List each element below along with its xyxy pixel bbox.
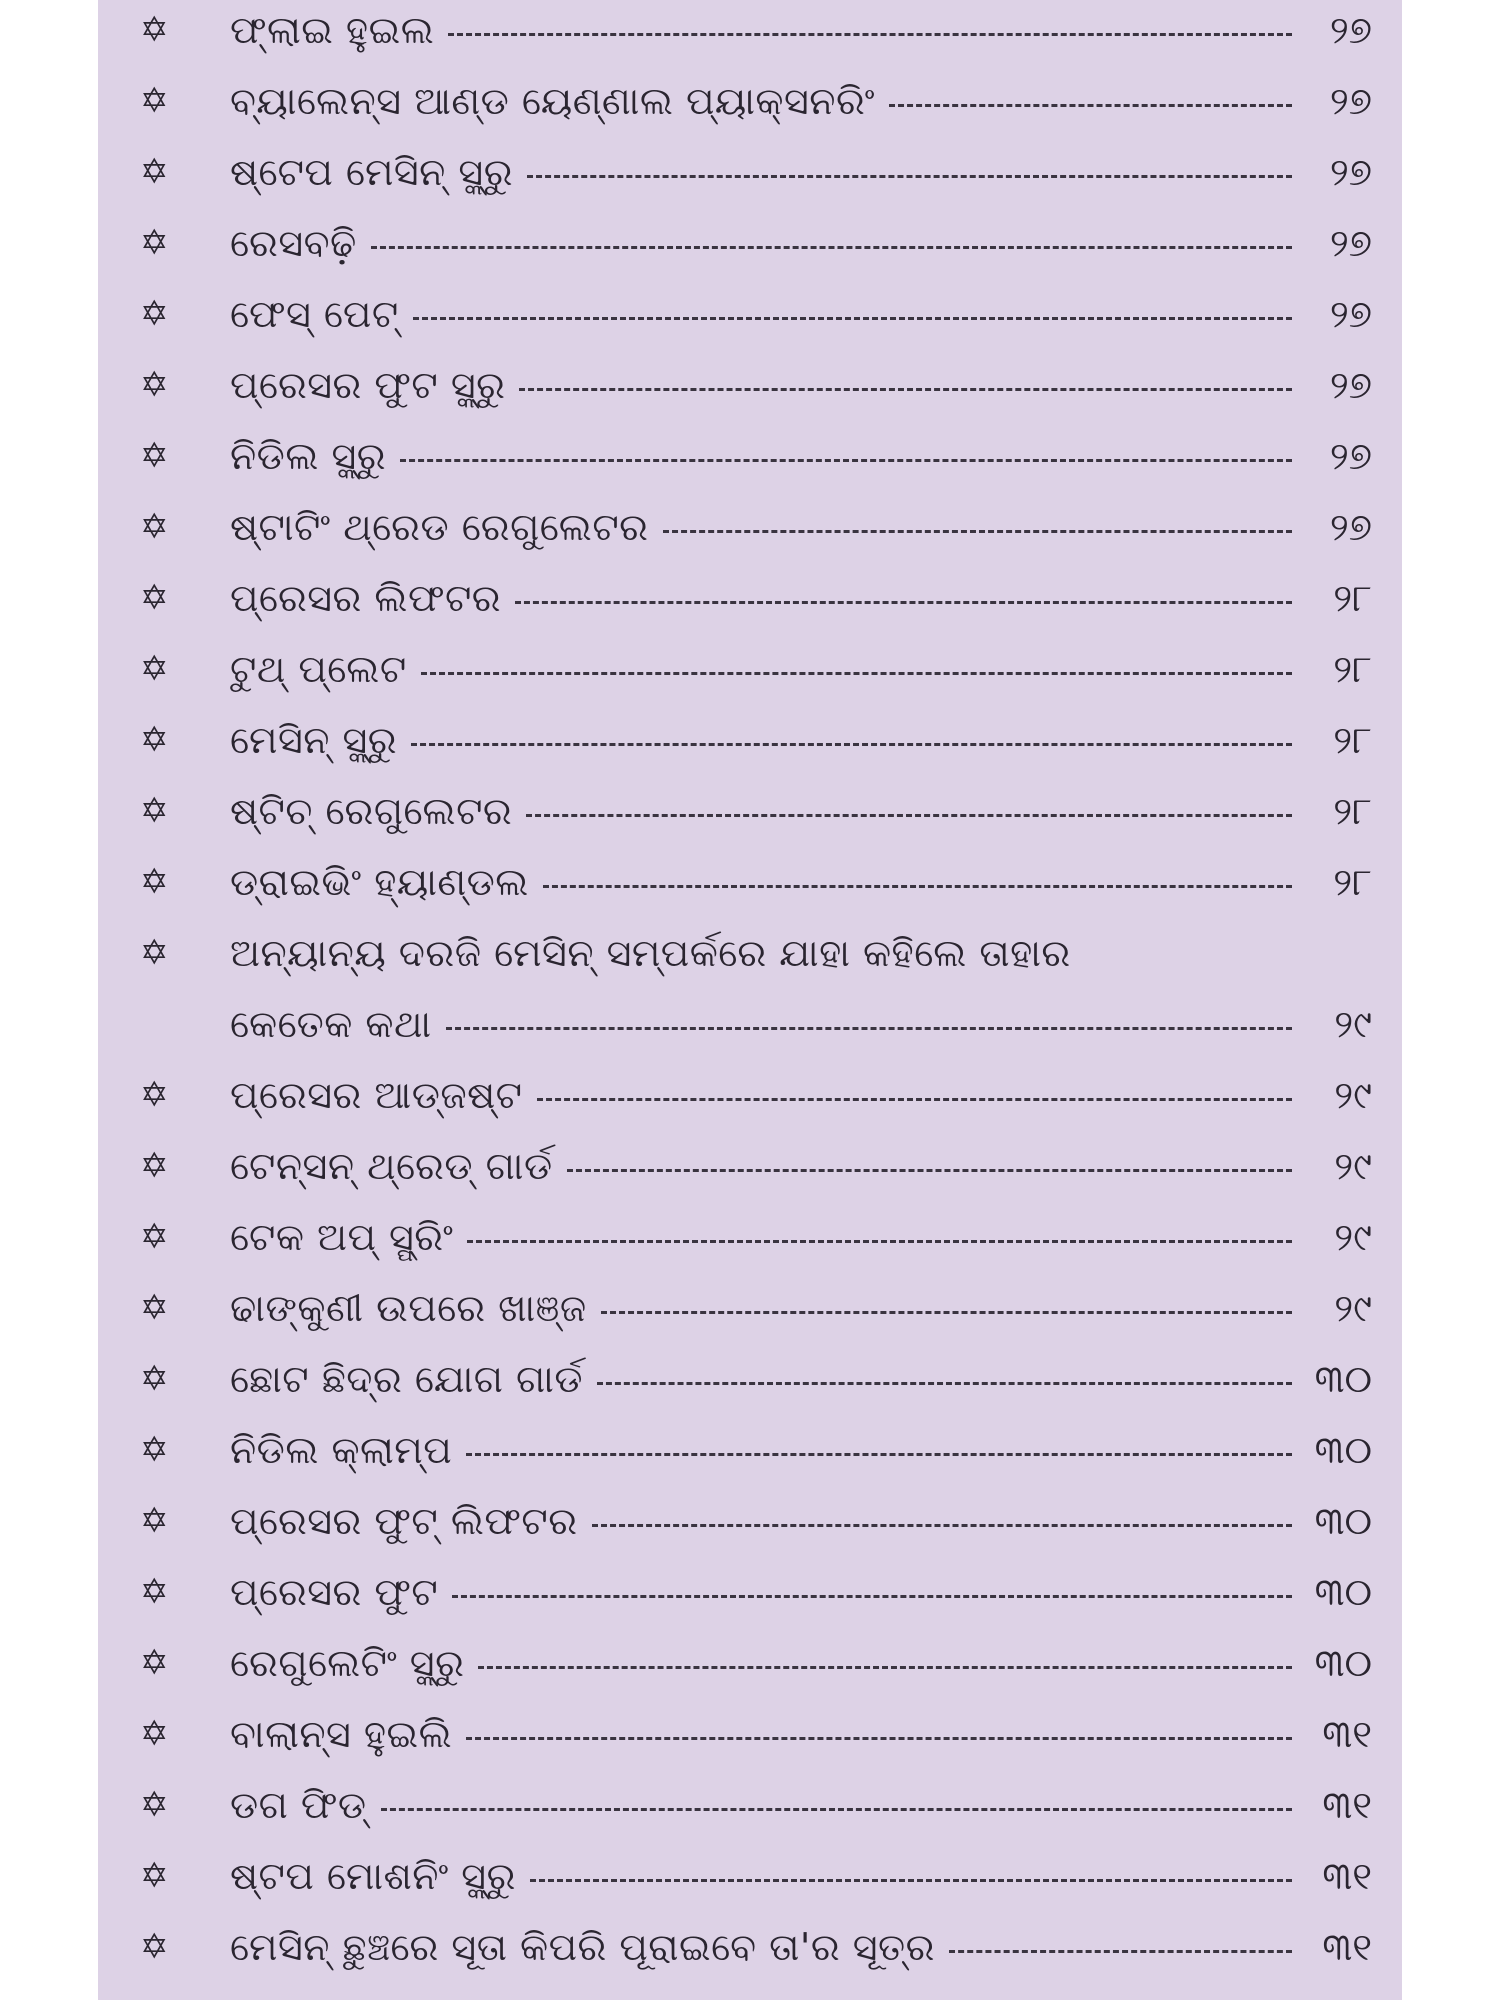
toc-leader-dashes	[446, 1027, 1292, 1030]
star-bullet-icon: ✡	[140, 1288, 169, 1328]
toc-leader-dashes	[597, 1382, 1292, 1385]
toc-entry-page-number: ୨୭	[1329, 79, 1372, 123]
star-bullet-icon: ✡	[140, 1359, 169, 1399]
toc-entry	[98, 1065, 1402, 1125]
star-bullet-icon: ✡	[140, 578, 169, 618]
star-bullet-icon: ✡	[140, 1785, 169, 1825]
toc-leader-dashes	[452, 1595, 1292, 1598]
toc-entry-title: ପ୍ରେସର ଫୁଟ୍ ଲିଫଟର	[230, 1499, 578, 1543]
toc-entry-page-number: ୨୯	[1334, 1073, 1372, 1117]
toc-entry	[98, 1207, 1402, 1267]
toc-entry-title: ଅନ୍ୟାନ୍ୟ ଦରଜି ମେସିନ୍ ସମ୍ପର୍କରେ ଯାହା କହିଲେ ତାହାର	[230, 931, 1071, 975]
toc-entry-page-number: ୩୦	[1314, 1357, 1372, 1401]
toc-leader-dashes	[466, 1737, 1292, 1740]
toc-entry-page-number: ୨୭	[1329, 505, 1372, 549]
star-bullet-icon: ✡	[140, 1643, 169, 1683]
toc-entry-title: ପ୍ରେସର ଫୁଟ ସ୍କ୍ରୁ	[230, 363, 506, 407]
toc-leader-dashes	[411, 743, 1292, 746]
star-bullet-icon: ✡	[140, 1572, 169, 1612]
toc-entry-title: ନିଡିଲ ସ୍କ୍ରୁ	[230, 434, 387, 478]
toc-entry-page-number: ୨୭	[1329, 363, 1372, 407]
toc-entry-line	[230, 290, 1372, 338]
toc-entry	[98, 781, 1402, 841]
toc-entry-title: ଫେସ୍ ପେଟ୍	[230, 292, 399, 336]
toc-entry-line	[230, 1071, 1372, 1119]
toc-entry	[98, 1278, 1402, 1338]
toc-leader-dashes	[567, 1169, 1292, 1172]
toc-entry-title: କେତେକ କଥା	[230, 1002, 432, 1046]
toc-entry-page-number: ୨୭	[1329, 150, 1372, 194]
toc-leader-dashes	[413, 317, 1292, 320]
toc-leader-dashes	[543, 885, 1292, 888]
toc-leader-dashes	[467, 1240, 1292, 1243]
toc-entry-page-number: ୨୯	[1334, 1286, 1372, 1330]
toc-entry-title: ପ୍ରେସର ଫୁଟ	[230, 1570, 439, 1614]
toc-entry	[98, 1491, 1402, 1551]
toc-entry-title: ଟେକ ଅପ୍ ସ୍ପ୍ରିଂ	[230, 1215, 454, 1259]
toc-leader-dashes	[537, 1098, 1292, 1101]
toc-entry-page-number: ୨୯	[1334, 1215, 1372, 1259]
toc-entry-title: ରେଗୁଲେଟିଂ ସ୍କ୍ରୁ	[230, 1641, 465, 1685]
toc-entry-line	[230, 6, 1372, 54]
toc-entry-title: ବାଲାନ୍‌ସ ହୁଇଲି	[230, 1712, 453, 1756]
toc-entry	[98, 1775, 1402, 1835]
toc-entry-line	[230, 1142, 1372, 1190]
toc-entry-line	[230, 858, 1372, 906]
toc-entry-line	[230, 1639, 1372, 1687]
toc-entry-title: ମେସିନ୍ ସ୍କ୍ରୁ	[230, 718, 398, 762]
toc-entry-line	[230, 361, 1372, 409]
toc-entry-title: ଟେନ୍‌ସନ୍ ଥ୍ରେଡ୍ ଗାର୍ଡ	[230, 1144, 553, 1188]
star-bullet-icon: ✡	[140, 81, 169, 121]
toc-entry-line	[230, 787, 1372, 835]
toc-leader-dashes	[592, 1524, 1293, 1527]
star-bullet-icon: ✡	[140, 223, 169, 263]
toc-entry-line	[230, 148, 1372, 196]
toc-entry	[98, 1917, 1402, 1977]
toc-entry	[98, 994, 1402, 1054]
toc-entry-line	[230, 219, 1372, 267]
toc-entry-line	[230, 716, 1372, 764]
toc-entry	[98, 1846, 1402, 1906]
toc-leader-dashes	[601, 1311, 1292, 1314]
star-bullet-icon: ✡	[140, 1927, 169, 1967]
toc-entry-page-number: ୩୦	[1314, 1641, 1372, 1685]
toc-entry-title: ଟୁଥ୍ ପ୍ଲେଟ	[230, 647, 407, 691]
toc-entry	[98, 497, 1402, 557]
toc-entry-title: ଷ୍ଟାଟିଂ ଥ୍ରେଡ ରେଗୁଲେଟର	[230, 505, 649, 549]
star-bullet-icon: ✡	[140, 436, 169, 476]
toc-entry	[98, 142, 1402, 202]
toc-entry	[98, 1562, 1402, 1622]
star-bullet-icon: ✡	[140, 1856, 169, 1896]
toc-entry-page-number: ୩୧	[1322, 1854, 1372, 1898]
toc-entry-title: ପ୍ରେସର ଆଡ୍‌ଜଷ୍ଟ	[230, 1073, 523, 1117]
toc-entry-line	[230, 1852, 1372, 1900]
toc-entry-line	[230, 1284, 1372, 1332]
star-bullet-icon: ✡	[140, 862, 169, 902]
toc-leader-dashes	[466, 1453, 1292, 1456]
toc-entry-line	[230, 645, 1372, 693]
toc-entry-line	[230, 1568, 1372, 1616]
star-bullet-icon: ✡	[140, 10, 169, 50]
toc-entry	[98, 426, 1402, 486]
toc-leader-dashes	[527, 175, 1292, 178]
toc-entry-page-number: ୩୧	[1322, 1712, 1372, 1756]
toc-entry-line	[230, 77, 1372, 125]
star-bullet-icon: ✡	[140, 649, 169, 689]
toc-entry-page-number: ୨୮	[1333, 789, 1372, 833]
toc-entry-title: ମେସିନ୍ ଛୁଞ୍ଚରେ ସୂତା କିପରି ପୂରାଇବେ ତା'ର ସୂତ୍ର	[230, 1925, 935, 1969]
toc-entry-page-number: ୨୮	[1333, 860, 1372, 904]
toc-entry-page-number: ୨୭	[1329, 434, 1372, 478]
toc-leader-dashes	[889, 104, 1292, 107]
toc-entry-title: ନିଡିଲ କ୍ଲାମ୍ପ	[230, 1428, 453, 1472]
toc-entry-title: ରେସବଢ଼ି	[230, 221, 357, 265]
toc-entry-title: ଡଗ ଫିଡ୍	[230, 1783, 367, 1827]
star-bullet-icon: ✡	[140, 720, 169, 760]
toc-leader-dashes	[381, 1808, 1292, 1811]
toc-entry-page-number: ୩୦	[1314, 1428, 1372, 1472]
toc-entry-page-number: ୨୭	[1329, 8, 1372, 52]
toc-entry-title: ଡ୍ରାଇଭିଂ ହ୍ୟାଣ୍ଡଲ	[230, 860, 529, 904]
toc-entry	[98, 1633, 1402, 1693]
toc-entry-title: ଛୋଟ ଛିଦ୍ର ଯୋଗ ଗାର୍ଡ	[230, 1357, 584, 1401]
toc-leader-dashes	[530, 1879, 1292, 1882]
star-bullet-icon: ✡	[140, 1714, 169, 1754]
toc-entry	[98, 284, 1402, 344]
star-bullet-icon: ✡	[140, 152, 169, 192]
toc-entry-page-number: ୨୭	[1329, 292, 1372, 336]
toc-entry	[98, 355, 1402, 415]
toc-entry-title: ପ୍ରେସର ଲିଫଟର	[230, 576, 502, 620]
toc-entry	[98, 1349, 1402, 1409]
toc-entry-line	[230, 574, 1372, 622]
toc-entry-line	[230, 503, 1372, 551]
toc-entry-page-number: ୨୯	[1334, 1002, 1372, 1046]
star-bullet-icon: ✡	[140, 365, 169, 405]
toc-entry	[98, 213, 1402, 273]
star-bullet-icon: ✡	[140, 1501, 169, 1541]
toc-entry-title: ଢାଙ୍କୁଣୀ ଉପରେ ଖାଞ୍ଜ	[230, 1286, 587, 1330]
toc-entry	[98, 1420, 1402, 1480]
toc-entry	[98, 923, 1402, 983]
toc-entry	[98, 568, 1402, 628]
star-bullet-icon: ✡	[140, 294, 169, 334]
toc-leader-dashes	[448, 33, 1292, 36]
toc-leader-dashes	[400, 459, 1292, 462]
toc-entry-line	[230, 1710, 1372, 1758]
toc-entry-page-number: ୩୧	[1322, 1783, 1372, 1827]
toc-entry	[98, 710, 1402, 770]
toc-entry-line	[230, 1000, 1372, 1048]
toc-entry-title: ଷ୍ଟିଚ୍ ରେଗୁଲେଟର	[230, 789, 513, 833]
toc-entry-page-number: ୩୧	[1322, 1925, 1372, 1969]
toc-leader-dashes	[526, 814, 1292, 817]
toc-entry-line	[230, 1497, 1372, 1545]
toc-leader-dashes	[371, 246, 1292, 249]
toc-entry-line	[230, 1781, 1372, 1829]
star-bullet-icon: ✡	[140, 791, 169, 831]
star-bullet-icon: ✡	[140, 933, 169, 973]
star-bullet-icon: ✡	[140, 1146, 169, 1186]
toc-entry-page-number: ୨୭	[1329, 221, 1372, 265]
toc-entry-line	[230, 1213, 1372, 1261]
toc-entry-title: ଫ୍ଲାଇ ହୁଇଲ	[230, 8, 435, 52]
toc-leader-dashes	[478, 1666, 1292, 1669]
toc-entry	[98, 71, 1402, 131]
star-bullet-icon: ✡	[140, 1430, 169, 1470]
toc-leader-dashes	[663, 530, 1293, 533]
toc-leader-dashes	[519, 388, 1292, 391]
toc-entry-line	[230, 1355, 1372, 1403]
toc-page	[98, 0, 1402, 2000]
toc-entry	[98, 639, 1402, 699]
toc-entry	[98, 852, 1402, 912]
toc-entry-title: ଷ୍ଟପ ମୋଶନିଂ ସ୍କ୍ରୁ	[230, 1854, 516, 1898]
toc-entry-page-number: ୩୦	[1314, 1570, 1372, 1614]
toc-entry-line	[230, 432, 1372, 480]
toc-leader-dashes	[421, 672, 1292, 675]
star-bullet-icon: ✡	[140, 1075, 169, 1115]
toc-entry-page-number: ୨୮	[1333, 576, 1372, 620]
toc-entry	[98, 1136, 1402, 1196]
toc-entry-page-number: ୨୮	[1333, 647, 1372, 691]
toc-entry-page-number: ୨୮	[1333, 718, 1372, 762]
toc-entry-title: ବ୍ୟାଲେନ୍‌ସ ଆଣ୍ଡ ୟେଣ୍ଣାଲ ପ୍ୟାକ୍‌ସନରିଂ	[230, 79, 876, 123]
toc-entry-line	[230, 1923, 1372, 1971]
toc-leader-dashes	[515, 601, 1292, 604]
toc-entry-page-number: ୩୦	[1314, 1499, 1372, 1543]
star-bullet-icon: ✡	[140, 1217, 169, 1257]
toc-entry-line	[230, 929, 1372, 977]
toc-leader-dashes	[949, 1950, 1292, 1953]
toc-entry-line	[230, 1426, 1372, 1474]
toc-entry-title: ଷ୍ଟେପ ମେସିନ୍ ସ୍କ୍ରୁ	[230, 150, 513, 194]
toc-entry	[98, 0, 1402, 60]
toc-entry-page-number: ୨୯	[1334, 1144, 1372, 1188]
star-bullet-icon: ✡	[140, 507, 169, 547]
toc-entry	[98, 1704, 1402, 1764]
